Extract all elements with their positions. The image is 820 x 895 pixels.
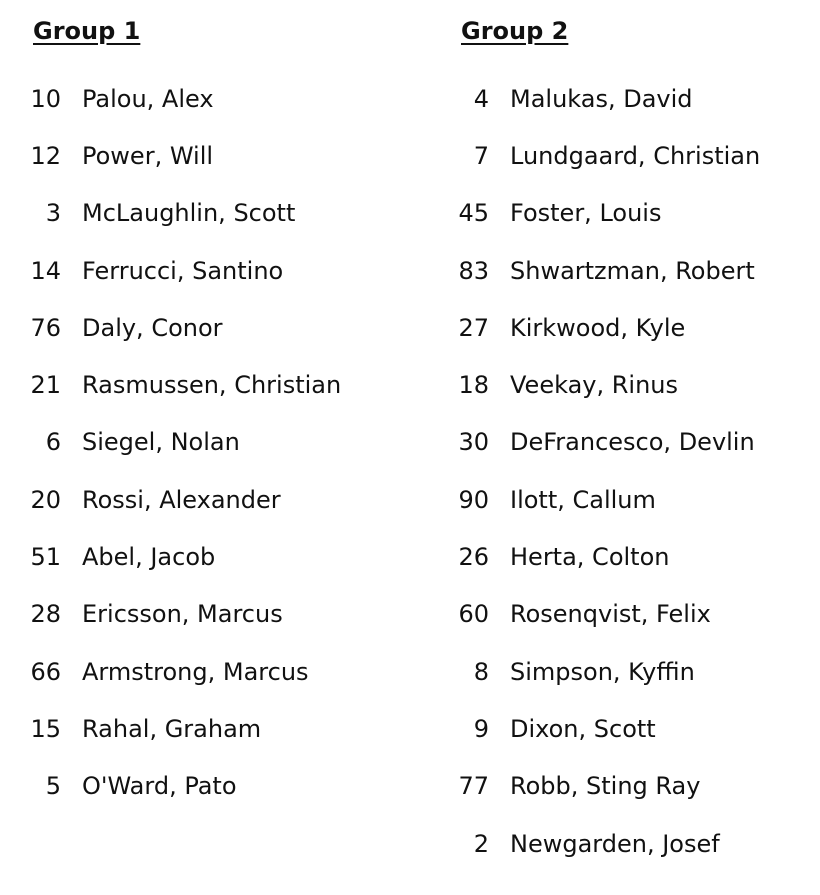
driver-entry <box>428 356 760 413</box>
driver-entry <box>428 471 760 528</box>
car-number: 7 <box>473 141 489 170</box>
driver-name: Siegel, Nolan <box>82 428 240 457</box>
driver-entry <box>428 299 760 356</box>
car-number: 20 <box>30 485 61 514</box>
driver-name: Abel, Jacob <box>82 543 216 572</box>
driver-name: McLaughlin, Scott <box>82 199 296 228</box>
driver-entry <box>428 70 760 127</box>
car-number: 90 <box>458 485 489 514</box>
group-1-list <box>0 70 341 815</box>
driver-entry <box>0 414 341 471</box>
car-number: 10 <box>30 84 61 113</box>
car-number: 18 <box>458 371 489 400</box>
driver-name: Rosenqvist, Felix <box>510 600 711 629</box>
driver-name: Rasmussen, Christian <box>82 371 342 400</box>
car-number: 2 <box>473 829 489 858</box>
driver-entry <box>0 70 341 127</box>
driver-name: Herta, Colton <box>510 543 670 572</box>
driver-name: Daly, Conor <box>82 313 223 342</box>
car-number: 4 <box>473 84 489 113</box>
driver-entry <box>0 242 341 299</box>
car-number: 77 <box>458 772 489 801</box>
car-number: 27 <box>458 313 489 342</box>
driver-entry <box>428 185 760 242</box>
car-number: 5 <box>45 772 61 801</box>
driver-entry <box>0 643 341 700</box>
car-number: 26 <box>458 543 489 572</box>
car-number: 12 <box>30 141 61 170</box>
driver-name: Rahal, Graham <box>82 714 262 743</box>
car-number: 76 <box>30 313 61 342</box>
car-number: 21 <box>30 371 61 400</box>
driver-entry <box>428 127 760 184</box>
driver-name: Rossi, Alexander <box>82 485 281 514</box>
driver-name: Malukas, David <box>510 84 693 113</box>
driver-name: DeFrancesco, Devlin <box>510 428 755 457</box>
driver-entry <box>0 528 341 585</box>
car-number: 30 <box>458 428 489 457</box>
driver-entry <box>428 643 760 700</box>
driver-name: Dixon, Scott <box>510 714 656 743</box>
car-number: 60 <box>458 600 489 629</box>
car-number: 3 <box>45 199 61 228</box>
car-number: 45 <box>458 199 489 228</box>
driver-name: Power, Will <box>82 141 214 170</box>
driver-name: Shwartzman, Robert <box>510 256 755 285</box>
driver-name: Foster, Louis <box>510 199 662 228</box>
driver-name: Newgarden, Josef <box>510 829 720 858</box>
car-number: 66 <box>30 657 61 686</box>
car-number: 51 <box>30 543 61 572</box>
driver-name: Lundgaard, Christian <box>510 141 761 170</box>
driver-entry <box>0 299 341 356</box>
driver-entry <box>0 356 341 413</box>
driver-name: Palou, Alex <box>82 84 214 113</box>
driver-entry <box>428 758 760 815</box>
car-number: 15 <box>30 714 61 743</box>
car-number: 28 <box>30 600 61 629</box>
driver-entry <box>428 586 760 643</box>
driver-entry <box>428 414 760 471</box>
driver-entry <box>428 815 760 872</box>
driver-name: Kirkwood, Kyle <box>510 313 686 342</box>
car-number: 6 <box>45 428 61 457</box>
driver-name: Armstrong, Marcus <box>82 657 309 686</box>
driver-entry <box>428 528 760 585</box>
car-number: 14 <box>30 256 61 285</box>
car-number: 9 <box>473 714 489 743</box>
driver-name: Ferrucci, Santino <box>82 256 284 285</box>
car-number: 83 <box>458 256 489 285</box>
driver-entry <box>0 758 341 815</box>
driver-entry <box>428 242 760 299</box>
group-1-title: Group 1 <box>33 17 141 45</box>
group-2-list <box>428 70 760 872</box>
driver-entry <box>428 700 760 757</box>
group-2-title: Group 2 <box>461 17 569 45</box>
driver-name: Robb, Sting Ray <box>510 772 701 801</box>
driver-entry <box>0 700 341 757</box>
driver-entry <box>0 185 341 242</box>
driver-name: Ilott, Callum <box>510 485 656 514</box>
driver-name: Ericsson, Marcus <box>82 600 283 629</box>
driver-name: O'Ward, Pato <box>82 772 237 801</box>
driver-name: Simpson, Kyffin <box>510 657 695 686</box>
car-number: 8 <box>473 657 489 686</box>
driver-entry <box>0 586 341 643</box>
driver-entry <box>0 471 341 528</box>
driver-entry <box>0 127 341 184</box>
driver-name: Veekay, Rinus <box>510 371 678 400</box>
